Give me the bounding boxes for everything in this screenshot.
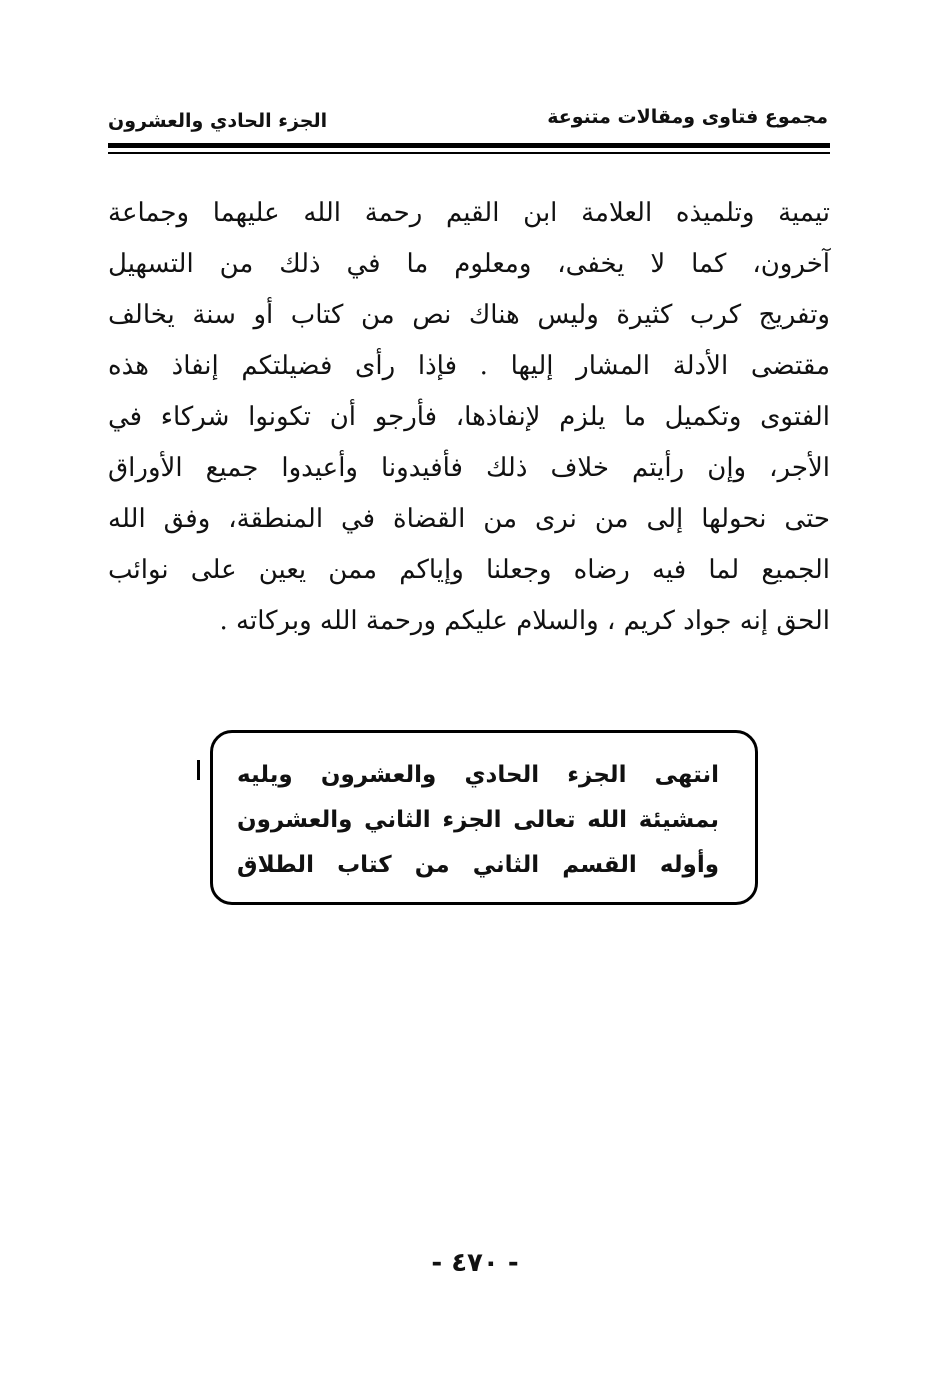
book-title: مجموع فتاوى ومقالات متنوعة [547, 106, 828, 128]
end-of-volume-notice [210, 730, 758, 905]
notice-line: انتهى الجزء الحادي والعشرون ويليه [237, 762, 719, 788]
text-line: الفتوى وتكميل ما يلزم لإنفاذها، فأرجو أن تكونوا شركاء في [108, 402, 830, 432]
notice-box-mark [197, 760, 200, 780]
header-rule-thin [108, 152, 830, 154]
header-rule-thick [108, 143, 830, 148]
text-line: مقتضى الأدلة المشار إليها . فإذا رأى فضيلتكم إنفاذ هذه [108, 351, 830, 381]
page-number: - ٤٧٠ - [431, 1248, 519, 1278]
text-line: الحق إنه جواد كريم ، والسلام عليكم ورحمة الله وبركاته . [219, 606, 830, 636]
text-line: وتفريج كرب كثيرة وليس هناك نص من كتاب أو سنة يخالف [108, 300, 830, 330]
running-header [108, 100, 828, 140]
text-line: الجميع لما فيه رضاه وجعلنا وإياكم ممن يعين على نوائب [108, 555, 830, 585]
text-line: الأجر، وإن رأيتم خلاف ذلك فأفيدونا وأعيدوا جميع الأوراق [108, 453, 830, 483]
notice-line: وأوله القسم الثاني من كتاب الطلاق [237, 852, 719, 878]
text-line: تيمية وتلميذه العلامة ابن القيم رحمة الله عليهما وجماعة [108, 198, 830, 228]
text-line: حتى نحولها إلى من نرى من القضاة في المنطقة، وفق الله [108, 504, 830, 534]
body-paragraph [108, 188, 830, 647]
notice-line: بمشيئة الله تعالى الجزء الثاني والعشرون [237, 807, 719, 833]
volume-title: الجزء الحادي والعشرون [108, 110, 328, 132]
text-line: آخرون، كما لا يخفى، ومعلوم ما في ذلك من التسهيل [108, 249, 830, 279]
